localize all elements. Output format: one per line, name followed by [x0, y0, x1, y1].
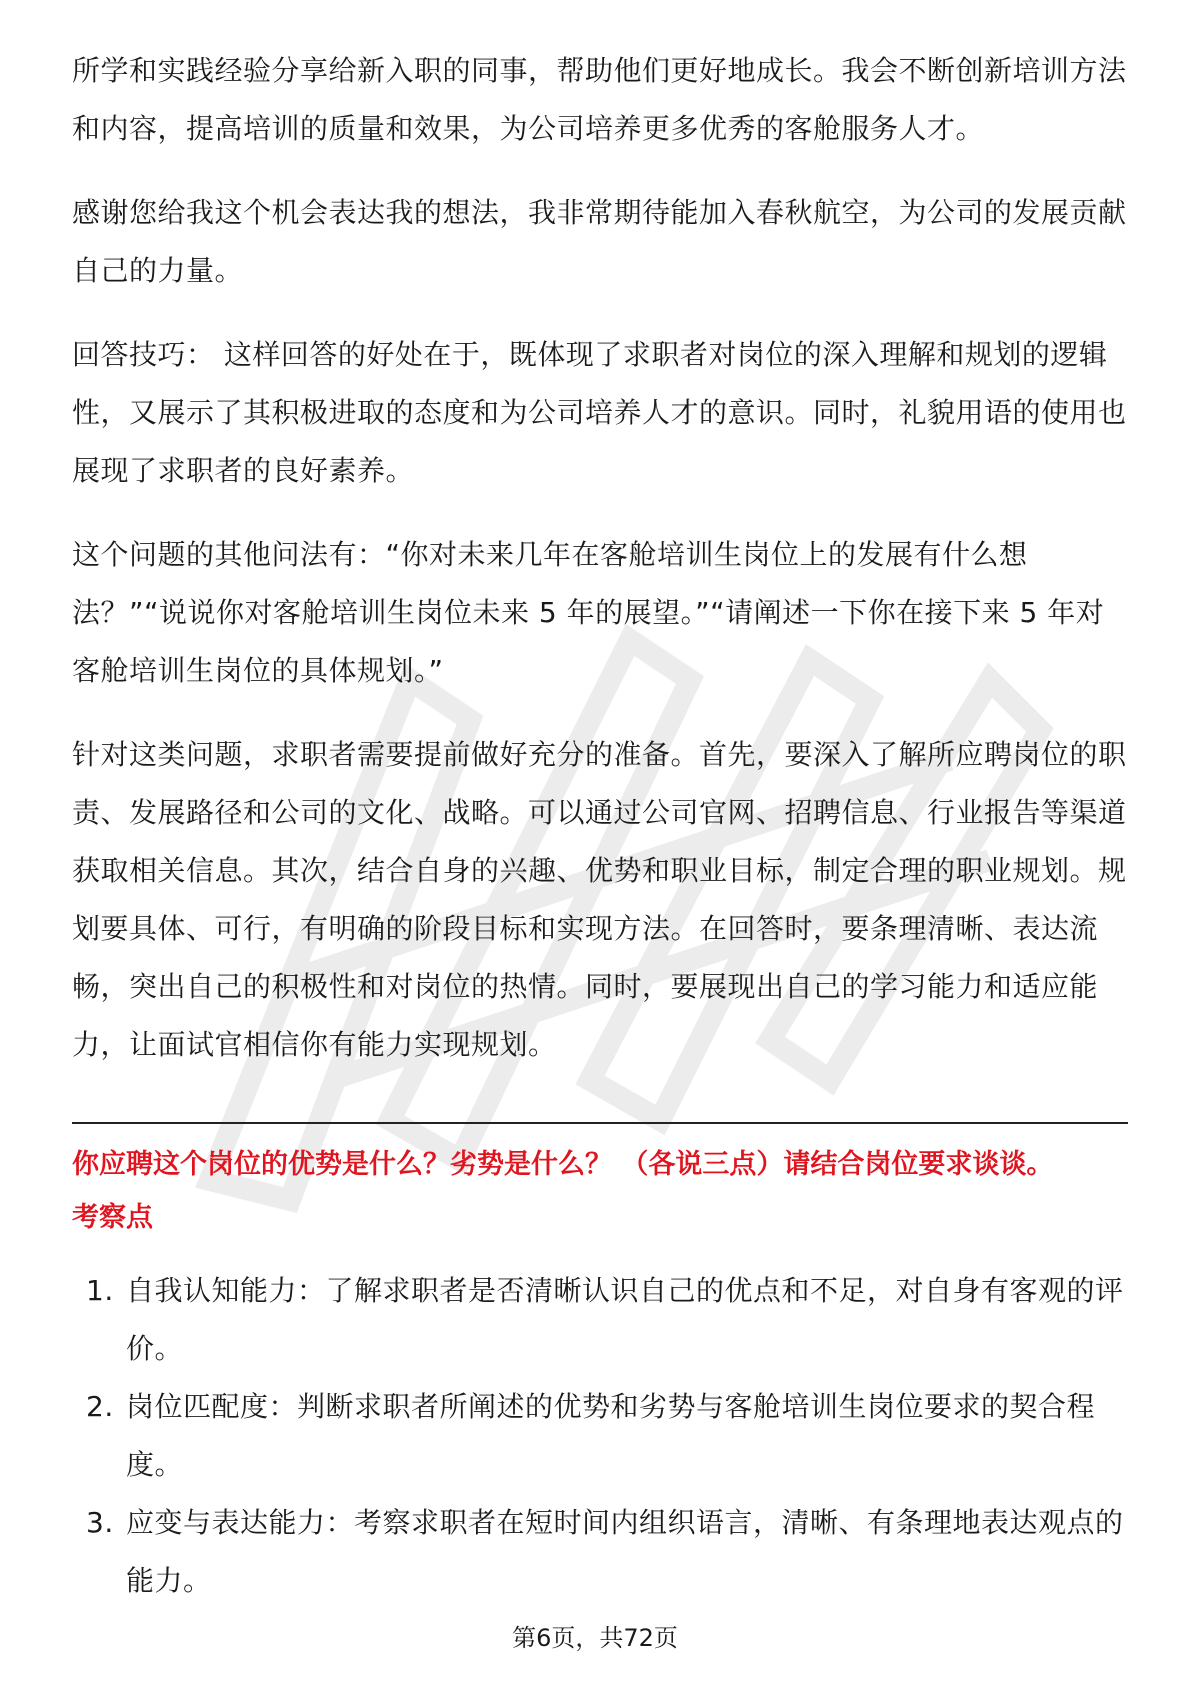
list-item — [72, 1378, 1128, 1494]
section-divider — [72, 1122, 1128, 1124]
assessment-points-heading: 考察点 — [72, 1202, 153, 1233]
paragraph-training-plan: 所学和实践经验分享给新入职的同事，帮助他们更好地成长。我会不断创新培训方法和内容，提高培训的质量和效果，为公司培养更多优秀的客舱服务人才。 — [72, 54, 1127, 145]
list-item-number: 3. — [86, 1506, 114, 1539]
question-heading: 你应聘这个岗位的优势是什么？劣势是什么？ （各说三点）请结合岗位要求谈谈。 — [72, 1149, 1054, 1180]
list-item-number: 1. — [86, 1274, 114, 1307]
paragraph-preparation-advice: 针对这类问题，求职者需要提前做好充分的准备。首先，要深入了解所应聘岗位的职责、发展路径和公司的文化、战略。可以通过公司官网、招聘信息、行业报告等渠道获取相关信息。其次，结合自身的兴趣、优势和职业目标，制定合理的职业规划。规划要具体、可行，有明确的阶段目标和实现方法。在回答时，要条理清晰、表达流畅，突出自己的积极性和对岗位的热情。同时，要展现出自己的学习能力和适应能力，让面试官相信你有能力实现规划。 — [72, 738, 1127, 1061]
list-item — [72, 1262, 1128, 1378]
paragraph-answer-tips: 回答技巧： 这样回答的好处在于，既体现了求职者对岗位的深入理解和规划的逻辑性，又展示了其积极进取的态度和为公司培养人才的意识。同时，礼貌用语的使用也展现了求职者的良好素养。 — [72, 338, 1127, 487]
list-item-text: 自我认知能力：了解求职者是否清晰认识自己的优点和不足，对自身有客观的评价。 — [126, 1274, 1124, 1365]
list-item — [72, 1494, 1128, 1610]
page-number-footer: 第6页，共72页 — [512, 1624, 678, 1652]
paragraph-thanks: 感谢您给我这个机会表达我的想法，我非常期待能加入春秋航空，为公司的发展贡献自己的力量。 — [72, 196, 1127, 287]
main-content — [72, 42, 1128, 1610]
list-item-number: 2. — [86, 1390, 114, 1423]
assessment-points-list — [72, 1262, 1128, 1610]
list-item-text: 岗位匹配度：判断求职者所阐述的优势和劣势与客舱培训生岗位要求的契合程度。 — [126, 1390, 1096, 1481]
list-item-text: 应变与表达能力：考察求职者在短时间内组织语言，清晰、有条理地表达观点的能力。 — [126, 1506, 1124, 1597]
paragraph-alternate-questions: 这个问题的其他问法有：“你对未来几年在客舱培训生岗位上的发展有什么想法？”“说说你对客舱培训生岗位未来 5 年的展望。”“请阐述一下你在接下来 5 年对客舱培训生岗位的具体规划。” — [72, 538, 1105, 687]
